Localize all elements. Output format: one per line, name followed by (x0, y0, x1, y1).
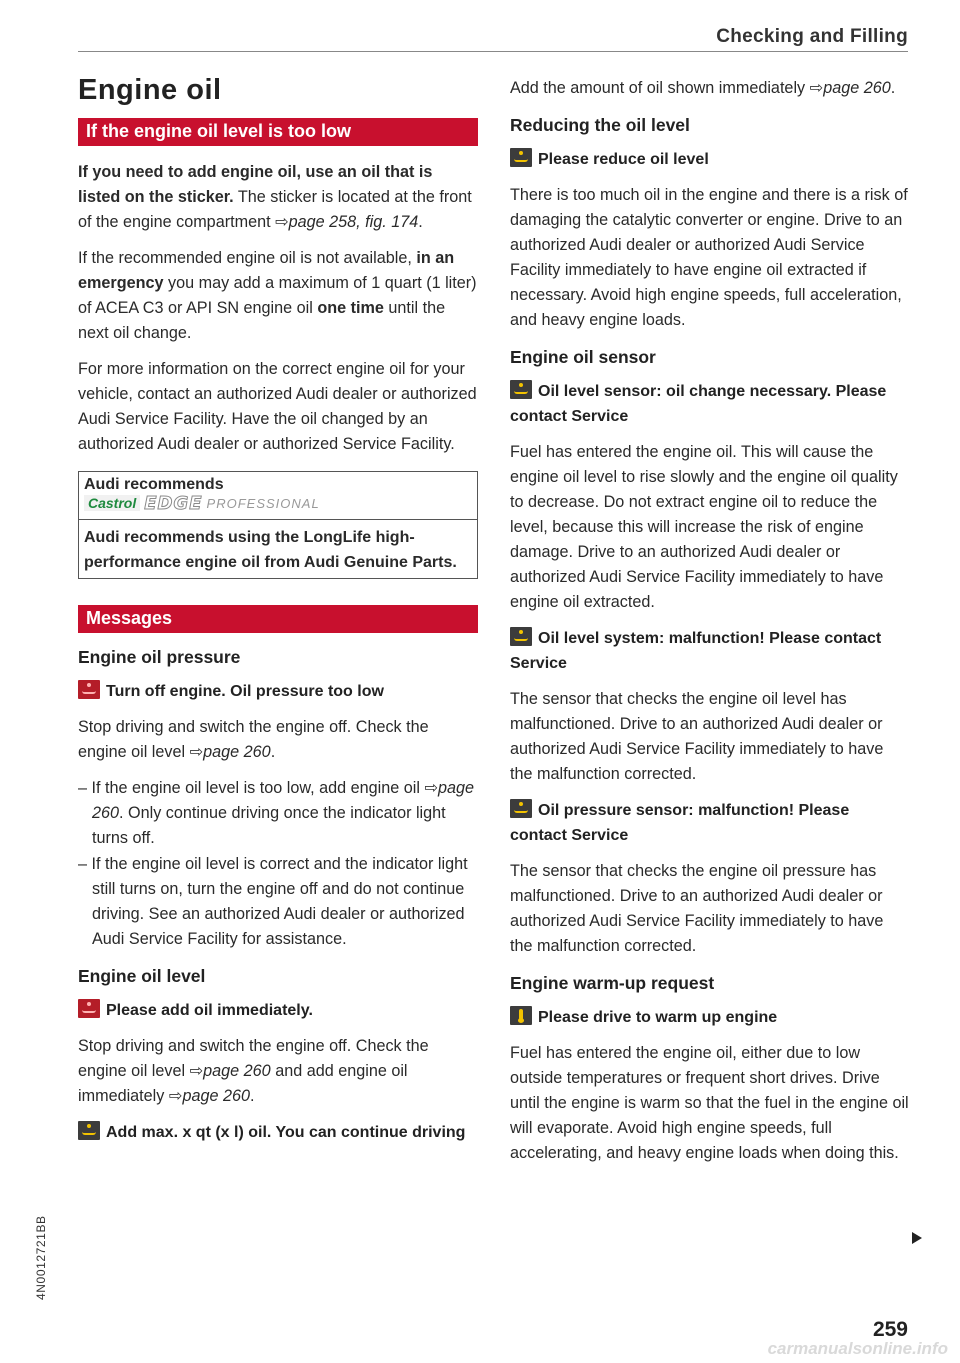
emergency-text-c: until the next oil change. (78, 299, 446, 342)
add-text-a: Stop driving and switch the engine off. Check the engine oil level (78, 1037, 429, 1080)
ref-arrow-icon: ⇨ (189, 743, 204, 761)
message-add-oil (78, 998, 478, 1023)
emergency-bold-a: in an emergency (78, 249, 455, 292)
page-ref-link[interactable]: page 260 (92, 779, 475, 822)
oil-pressure-yellow-icon (510, 799, 532, 818)
message-sensor-label: Oil level sensor: oil change necessary. Please contact Service (510, 383, 887, 425)
page-ref-link[interactable]: page 258, fig. 174 (288, 213, 419, 231)
oil-system-yellow-icon (510, 627, 532, 646)
paragraph-add-amount (510, 76, 910, 101)
emergency-text-a: If the recommended engine oil is not available, (78, 249, 417, 267)
message-warm-up (510, 1005, 910, 1030)
audi-recommends-box (78, 471, 478, 579)
paragraph-fuel-entered: Fuel has entered the engine oil. This will cause the engine oil level to rise slowly and the engine oil quality to decrease. Do not extract engine oil to reduce the level, because this will increase the risk of engine damage. Drive to an authorized Audi dealer or authorized Audi Service Facility immediately to have engine oil extracted. (510, 443, 898, 611)
list-item-oil-correct: – If the engine oil level is correct and the indicator light still turns on, turn the engine off and do not continue driving. See an authorized Audi dealer or authorized Audi Service Facility for assistance. (78, 855, 468, 948)
sticker-bold: If you need to add engine oil, use an oil that is listed on the sticker. (78, 163, 433, 206)
section-bar-messages: Messages (78, 605, 478, 633)
recommends-title: Audi recommends (84, 476, 224, 493)
paragraph-emergency (78, 246, 478, 346)
message-psensor-label: Oil pressure sensor: malfunction! Please contact Service (510, 802, 850, 844)
page-number: 259 (872, 1318, 908, 1341)
message-pressure-label: Turn off engine. Oil pressure too low (106, 683, 384, 700)
emergency-bold-b: one time (317, 299, 384, 317)
message-reduce-label: Please reduce oil level (538, 151, 709, 168)
list-item-oil-low (78, 776, 478, 851)
oil-level-yellow-icon (78, 1121, 100, 1140)
emergency-text-b: you may add a maximum of 1 quart (1 liter) of ACEA C3 or API SN engine oil (78, 274, 477, 317)
oil-level-yellow-icon (510, 148, 532, 167)
castrol-edge-logo (79, 494, 477, 519)
section-title: Checking and Filling (716, 26, 908, 47)
ref-arrow-icon: ⇨ (809, 79, 824, 97)
ref-arrow-icon: ⇨ (168, 1087, 183, 1105)
paragraph-add-oil (78, 1034, 478, 1109)
left-column (78, 74, 478, 1156)
page-ref-link[interactable]: page 260 (182, 1087, 250, 1105)
paragraph-level-sensor: The sensor that checks the engine oil level has malfunctioned. Drive to an authorized Audi dealer or authorized Audi Service Facility immediately to have the malfunction corrected. (510, 690, 884, 783)
heading-oil-sensor: Engine oil sensor (510, 347, 656, 367)
paragraph-too-much-oil: There is too much oil in the engine and there is a risk of damaging the catalytic converter or engine. Drive to an authorized Audi dealer or authorized Audi Service Facility immediately to have engine oil extracted if necessary. Avoid high engine speeds, full acceleration, and heavy engine loads. (510, 186, 908, 329)
paragraph-sticker (78, 160, 478, 235)
oil-can-red-icon (78, 680, 100, 699)
text-period: . (270, 743, 276, 761)
paragraph-warm-up: Fuel has entered the engine oil, either due to low outside temperatures or frequent short drives. Drive until the engine is warm so that the fuel in the engine oil will evaporate. Avoid high engine speeds, full accelerating, and heavy engine loads when doing this. (510, 1044, 909, 1162)
dash1-text-a: – If the engine oil level is too low, add engine oil (78, 779, 425, 797)
continue-arrow-icon (912, 1232, 922, 1244)
ref-arrow-icon: ⇨ (275, 213, 289, 231)
heading-oil-pressure: Engine oil pressure (78, 647, 241, 667)
oil-sensor-yellow-icon (510, 380, 532, 399)
professional-logo: PROFESSIONAL (206, 496, 320, 511)
document-code: 4N0012721BB (34, 1215, 48, 1300)
watermark: carmanualsonline.info (767, 1339, 948, 1358)
thermometer-yellow-icon (510, 1006, 532, 1025)
add-amount-text: Add the amount of oil shown immediately (510, 79, 810, 97)
text-period: . (249, 1087, 255, 1105)
header-divider (78, 51, 908, 52)
message-warm-up-label: Please drive to warm up engine (538, 1009, 778, 1026)
castrol-logo: Castrol (84, 495, 140, 511)
message-add-label: Please add oil immediately. (106, 1002, 313, 1019)
right-column (510, 76, 910, 1177)
text-period: . (418, 213, 423, 231)
message-reduce-oil (510, 147, 910, 172)
message-sensor-change (510, 379, 910, 429)
paragraph-stop-driving (78, 715, 478, 765)
paragraph-pressure-sensor: The sensor that checks the engine oil pressure has malfunctioned. Drive to an authorized Audi dealer or authorized Audi Service Facility immediately to have the malfunction corrected. (510, 862, 884, 955)
message-system-malfunction (510, 626, 910, 676)
ref-arrow-icon: ⇨ (424, 779, 439, 797)
page-ref-link[interactable]: page 260 (203, 743, 271, 761)
heading-warm-up: Engine warm-up request (510, 973, 715, 993)
message-system-label: Oil level system: malfunction! Please contact Service (510, 630, 882, 672)
add-text-b: and add engine oil immediately (78, 1062, 408, 1105)
oil-level-red-icon (78, 999, 100, 1018)
message-add-max-label: Add max. x qt (x l) oil. You can continue driving (106, 1124, 466, 1141)
message-pressure-low (78, 679, 478, 704)
section-bar-oil-low: If the engine oil level is too low (78, 118, 478, 146)
page-ref-link[interactable]: page 260 (203, 1062, 271, 1080)
paragraph-more-info: For more information on the correct engine oil for your vehicle, contact an authorized Audi dealer or authorized Audi Service Facility. Have the oil changed by an authorized Audi dealer or authorized Service Facility. (78, 360, 477, 453)
message-pressure-sensor (510, 798, 910, 848)
heading-oil-level: Engine oil level (78, 966, 206, 986)
page-title: Engine oil (78, 74, 222, 106)
dash1-text-b: . Only continue driving once the indicator light turns off. (92, 804, 446, 847)
stop-text: Stop driving and switch the engine off. Check the engine oil level (78, 718, 429, 761)
page-ref-link[interactable]: page 260 (823, 79, 891, 97)
text-period: . (890, 79, 896, 97)
sticker-text: The sticker is located at the front of the engine compartment (78, 188, 472, 231)
ref-arrow-icon: ⇨ (189, 1062, 204, 1080)
edge-logo: EDGE (144, 493, 203, 514)
message-add-max (78, 1120, 478, 1145)
heading-reducing: Reducing the oil level (510, 115, 690, 135)
recommends-text: Audi recommends using the LongLife high-performance engine oil from Audi Genuine Parts. (79, 519, 477, 578)
